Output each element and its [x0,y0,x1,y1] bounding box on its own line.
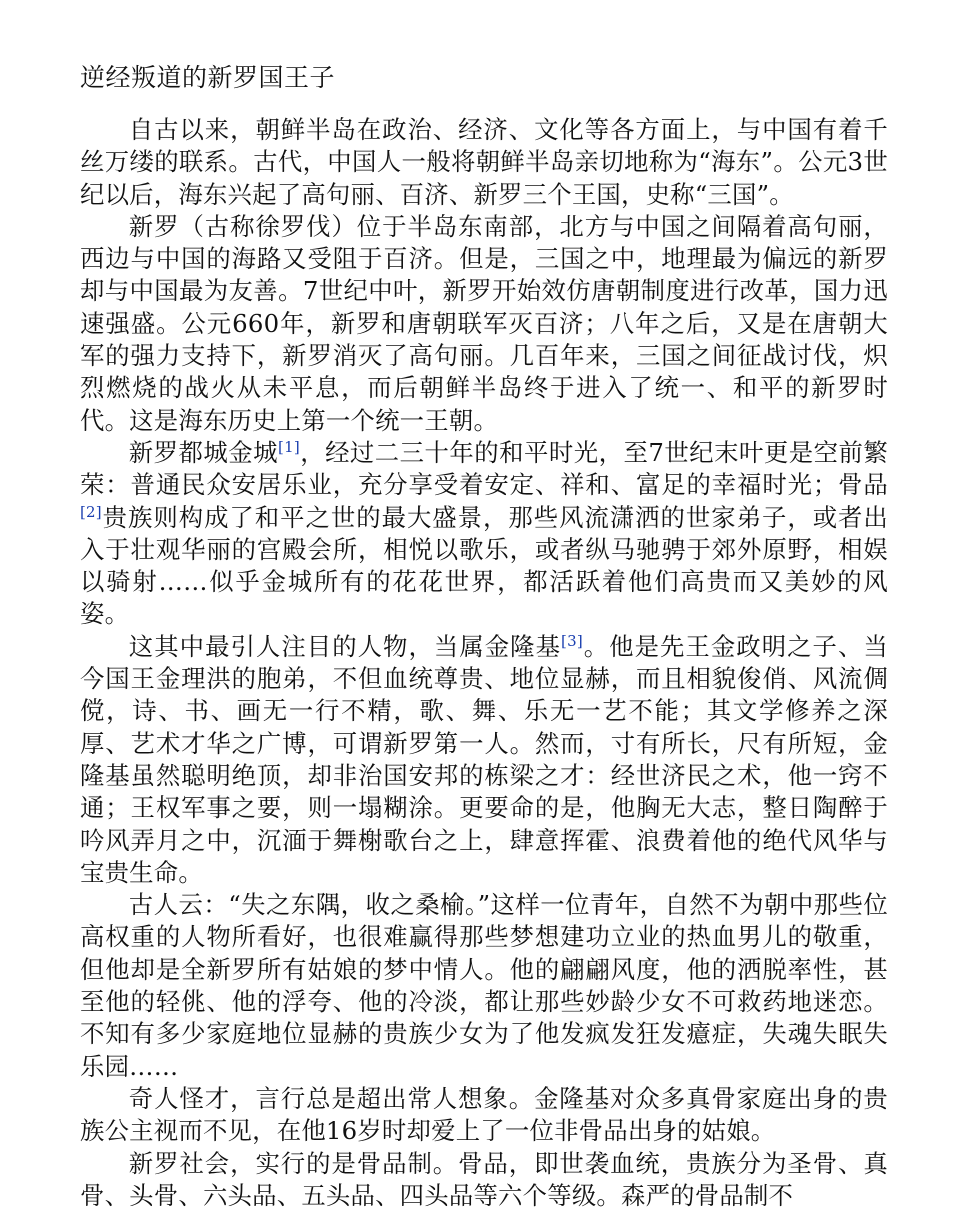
footnote-link[interactable]: [2] [80,502,102,520]
paragraph-text: 。他是先王金政明之子、当今国王金理洪的胞弟，不但血统尊贵、地位显赫，而且相貌俊俏、风流倜傥，诗、书、画无一行不精，歌、舞、乐无一艺不能；其文学修养之深厚、艺术才华之广博，可谓新罗第一人。然而，寸有所长，尺有所短，金隆基虽然聪明绝顶，却非治国安邦的栋梁之才：经世济民之术，他一窍不通；王权军事之要，则一塌糊涂。更要命的是，他胸无大志，整日陶醉于吟风弄月之中，沉湎于舞榭歌台之上，肆意挥霍、浪费着他的绝代风华与宝贵生命。 [80,632,888,887]
paragraph [80,631,888,889]
document-page [80,58,888,1212]
paragraph-text: 贵族则构成了和平之世的最大盛景，那些风流潇洒的世家弟子，或者出入于壮观华丽的宫殿会所，相悦以歌乐，或者纵马驰骋于郊外原野，相娱以骑射……似乎金城所有的花花世界，都活跃着他们高贵而又美妙的风姿。 [80,503,888,629]
paragraph-text: 自古以来，朝鲜半岛在政治、经济、文化等各方面上，与中国有着千丝万缕的联系。古代，中国人一般将朝鲜半岛亲切地称为“海东”。公元3世纪以后，海东兴起了高句丽、百济、新罗三个王国，史称“三国”。 [80,115,888,209]
footnote-link[interactable]: [1] [278,438,300,456]
paragraph-text: 新罗社会，实行的是骨品制。骨品，即世袭血统，贵族分为圣骨、真骨、头骨、六头品、五头品、四头品等六个等级。森严的骨品制不 [80,1149,888,1210]
paragraph [80,889,888,1083]
paragraph [80,211,888,437]
paragraph [80,114,888,211]
paragraph [80,1148,888,1212]
paragraph [80,1083,888,1148]
paragraph-text: 奇人怪才，言行总是超出常人想象。金隆基对众多真骨家庭出身的贵族公主视而不见，在他16岁时却爱上了一位非骨品出身的姑娘。 [80,1084,888,1145]
paragraph-text: 新罗（古称徐罗伐）位于半岛东南部，北方与中国之间隔着高句丽，西边与中国的海路又受阻于百济。但是，三国之中，地理最为偏远的新罗却与中国最为友善。7世纪中叶，新罗开始效仿唐朝制度进行改革，国力迅速强盛。公元660年，新罗和唐朝联军灭百济；八年之后，又是在唐朝大军的强力支持下，新罗消灭了高句丽。几百年来，三国之间征战讨伐，炽烈燃烧的战火从未平息，而后朝鲜半岛终于进入了统一、和平的新罗时代。这是海东历史上第一个统一王朝。 [80,212,888,435]
document-body [80,114,888,1212]
document-title: 逆经叛道的新罗国王子 [80,58,888,98]
paragraph-text: 新罗都城金城 [129,438,278,467]
paragraph [80,437,888,631]
paragraph-text: ，经过二三十年的和平时光，至7世纪末叶更是空前繁荣：普通民众安居乐业，充分享受着安定、祥和、富足的幸福时光；骨品 [80,438,888,499]
paragraph-text: 这其中最引人注目的人物，当属金隆基 [129,632,561,661]
paragraph-text: 古人云：“失之东隅，收之桑榆。”这样一位青年，自然不为朝中那些位高权重的人物所看好，也很难赢得那些梦想建功立业的热血男儿的敬重，但他却是全新罗所有姑娘的梦中情人。他的翩翩风度，他的洒脱率性，甚至他的轻佻、他的浮夸、他的冷淡，都让那些妙龄少女不可救药地迷恋。不知有多少家庭地位显赫的贵族少女为了他发疯发狂发癔症，失魂失眠失乐园…… [80,890,888,1080]
footnote-link[interactable]: [3] [561,632,583,650]
